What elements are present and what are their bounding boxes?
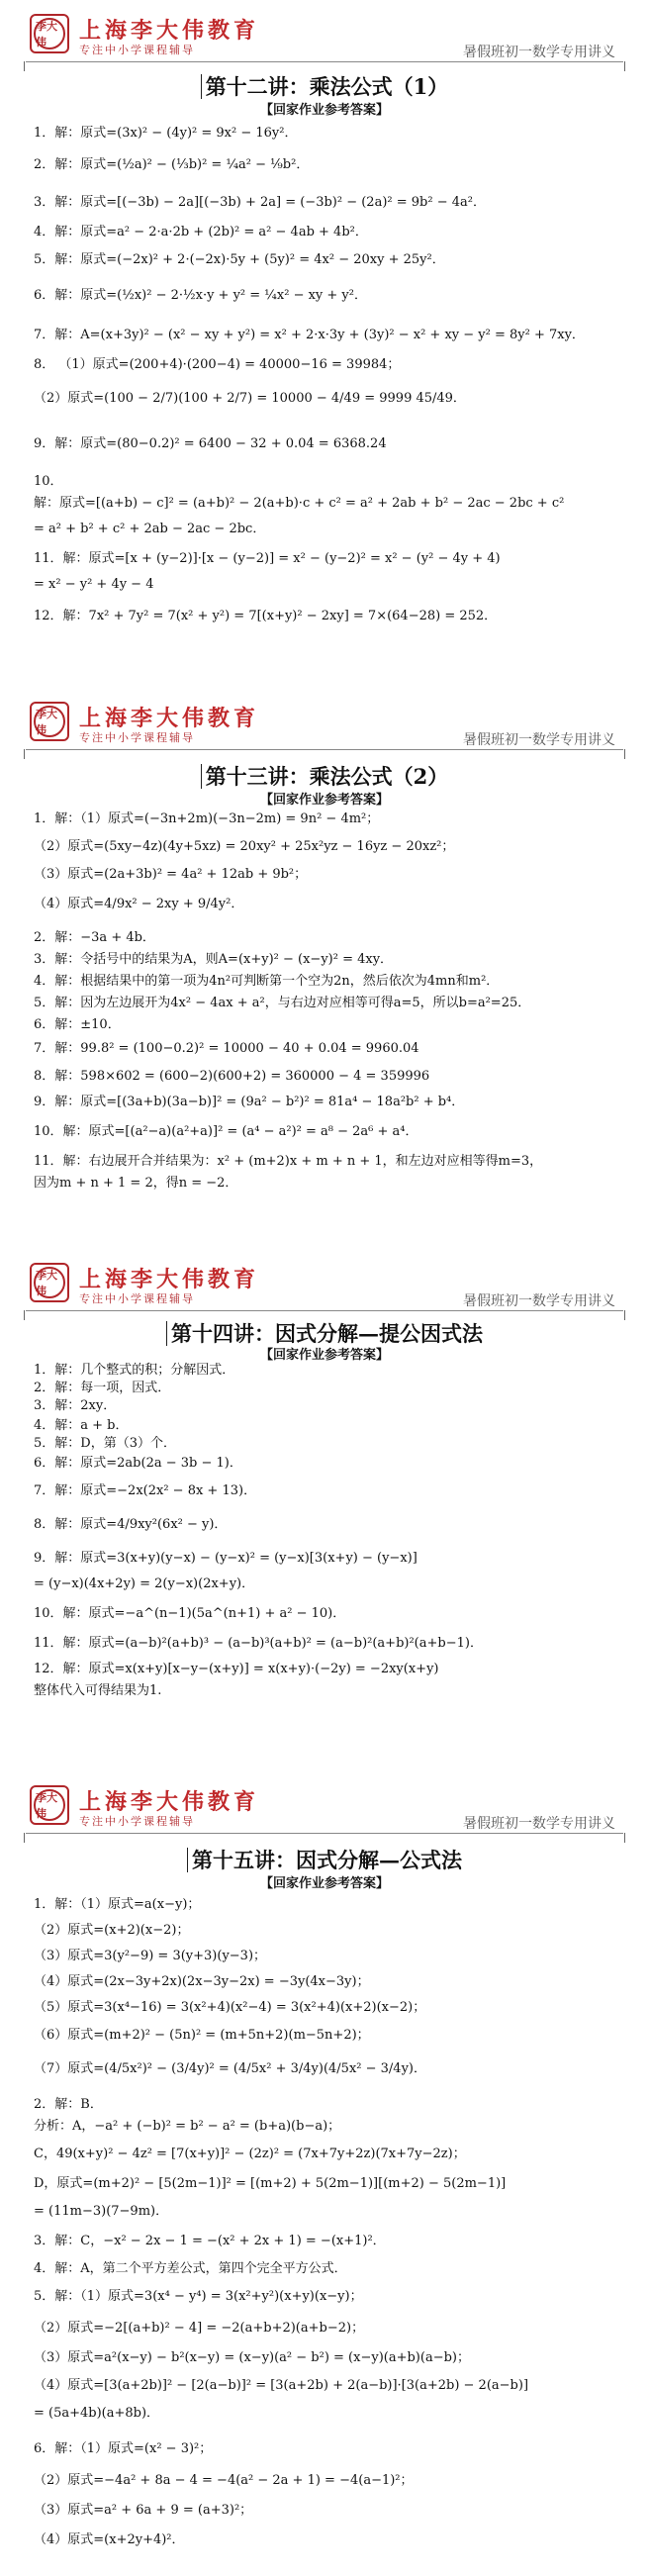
header-rule <box>26 1310 623 1311</box>
answer-line: 8．解：598×602 = (600−2)(600+2) = 360000 − 4 = 359996 <box>34 1069 430 1084</box>
brand-name: 上海李大伟教育 <box>79 18 260 44</box>
brand-slogan: 专注中小学课程辅导 <box>79 731 195 744</box>
logo-icon: 李大伟 <box>30 1263 69 1302</box>
answer-line: 8．解：原式=4/9xy²(6x² − y)． <box>34 1517 228 1532</box>
crop-mark-right <box>610 1833 625 1843</box>
answer-line: 8． （1）原式=(200+4)·(200−4) = 40000−16 = 39984； <box>34 357 401 372</box>
answer-line: 4．解：A，第二个平方差公式，第四个完全平方公式． <box>34 2261 347 2276</box>
answer-line: = (y−x)(4x+2y) = 2(y−x)(2x+y)． <box>34 1576 255 1591</box>
crop-mark-right <box>610 749 625 759</box>
answer-line: 10．解：原式=[(a²−a)(a²+a)]² = (a⁴ − a²)² = a⁸ − 2a⁶ + a⁴． <box>34 1124 418 1139</box>
answer-line: 5．解：（1）原式=3(x⁴ − y⁴) = 3(x²+y²)(x+y)(x−y)； <box>34 2289 363 2304</box>
answer-line: （4）原式=[3(a+2b)]² − [2(a−b)]² = [3(a+2b) + 2(a−b)]·[3(a+2b) − 2(a−b)] <box>34 2378 529 2393</box>
answer-line: （2）原式=−2[(a+b)² − 4] = −2(a+b+2)(a+b−2)； <box>34 2321 365 2336</box>
header-rule <box>26 749 623 750</box>
answer-line: 12．解：7x² + 7y² = 7(x² + y²) = 7[(x+y)² − 2xy] = 7×(64−28) = 252． <box>34 609 498 623</box>
answer-line: 1．解：（1）原式=a(x−y)； <box>34 1897 201 1912</box>
header-rule <box>26 1833 623 1834</box>
lecture-title: 第十三讲：乘法公式（2） <box>0 761 649 791</box>
answer-line: 3．解：C，−x² − 2x − 1 = −(x² + 2x + 1) = −(x+1)²． <box>34 2234 386 2248</box>
handout-subtitle: 暑假班初一数学专用讲义 <box>463 1816 615 1832</box>
answer-line: 2．解：原式=(½a)² − (⅓b)² = ¼a² − ⅑b²． <box>34 157 310 172</box>
answer-line: D，原式=(m+2)² − [5(2m−1)]² = [(m+2) + 5(2m−1)][(m+2) − 5(2m−1)] <box>34 2176 507 2191</box>
answer-line: = (5a+4b)(a+8b)． <box>34 2406 160 2421</box>
answer-line: 9．解：原式=(80−0.2)² = 6400 − 32 + 0.04 = 6368.24 <box>34 436 387 451</box>
answer-line: 12．解：原式=x(x+y)[x−y−(x+y)] = x(x+y)·(−2y) = −2xy(x+y) <box>34 1662 439 1676</box>
answer-line: 9．解：原式=3(x+y)(y−x) − (y−x)² = (y−x)[3(x+y) − (y−x)] <box>34 1551 417 1566</box>
answer-line: 10．解：原式=−a^(n−1)(5a^(n+1) + a² − 10)． <box>34 1606 346 1621</box>
answer-line: 3．解：令括号中的结果为A，则A=(x+y)² − (x−y)² = 4xy． <box>34 952 394 967</box>
crop-mark-right <box>610 61 625 71</box>
answer-line: （3）原式=3(y²−9) = 3(y+3)(y−3)； <box>34 1949 267 1963</box>
answer-line: （2）原式=(x+2)(x−2)； <box>34 1923 190 1938</box>
answer-line: 6．解：原式=(½x)² − 2·½x·y + y² = ¼x² − xy + y²． <box>34 288 367 303</box>
answer-line: 5．解：因为左边展开为4x² − 4ax + a²，与右边对应相等可得a=5，所以b=a²=25． <box>34 996 531 1010</box>
answer-line: （4）原式=(x+2y+4)²． <box>34 2532 185 2547</box>
answer-line: = x² − y² + 4y − 4 <box>34 577 154 592</box>
handout-subtitle: 暑假班初一数学专用讲义 <box>463 1293 615 1309</box>
page-header <box>20 1779 629 1831</box>
lecture-title: 第十四讲：因式分解—提公因式法 <box>0 1318 649 1348</box>
logo-icon: 李大伟 <box>30 702 69 741</box>
crop-mark-left <box>24 61 39 71</box>
answer-line: 11．解：原式=(a−b)²(a+b)³ − (a−b)³(a+b)² = (a−b)²(a+b)²(a+b−1)． <box>34 1636 483 1651</box>
brand-name: 上海李大伟教育 <box>79 1267 260 1292</box>
page-header <box>20 8 629 59</box>
answer-line: 11．解：原式=[x + (y−2)]·[x − (y−2)] = x² − (y−2)² = x² − (y² − 4y + 4) <box>34 551 501 566</box>
brand-name: 上海李大伟教育 <box>79 1789 260 1815</box>
logo-icon: 李大伟 <box>30 14 69 53</box>
answer-line: 11．解：右边展开合并结果为：x² + (m+2)x + m + n + 1，和左边对应相等得m=3， <box>34 1154 543 1169</box>
answer-line: 6．解：（1）原式=(x² − 3)²； <box>34 2441 213 2456</box>
answer-line: 1．解：（1）原式=(−3n+2m)(−3n−2m) = 9n² − 4m²； <box>34 811 380 826</box>
answer-line: 5．解：原式=(−2x)² + 2·(−2x)·5y + (5y)² = 4x² − 20xy + 25y²． <box>34 252 445 267</box>
lecture-title: 第十二讲：乘法公式（1） <box>0 71 649 101</box>
handout-subtitle: 暑假班初一数学专用讲义 <box>463 45 615 60</box>
answer-line: = a² + b² + c² + 2ab − 2ac − 2bc． <box>34 522 266 536</box>
answer-line: 6．解：原式=2ab(2a − 3b − 1)． <box>34 1456 242 1471</box>
answer-line: 7．解：原式=−2x(2x² − 8x + 13)． <box>34 1483 257 1498</box>
answer-line: 2．解：每一项，因式． <box>34 1381 171 1395</box>
answer-line: （4）原式=4/9x² − 2xy + 9/4y²． <box>34 897 244 911</box>
answer-line: （3）原式=(2a+3b)² = 4a² + 12ab + 9b²； <box>34 867 308 882</box>
answer-line: 5．解：D，第（3）个． <box>34 1436 176 1451</box>
answer-line: 3．解：原式=[(−3b) − 2a][(−3b) + 2a] = (−3b)² − (2a)² = 9b² − 4a²． <box>34 195 486 210</box>
answer-line: 2．解：B． <box>34 2097 103 2112</box>
page-lecture-15 <box>0 1771 649 2576</box>
answer-line: = (11m−3)(7−9m)． <box>34 2204 169 2219</box>
answer-line: C，49(x+y)² − 4z² = [7(x+y)]² − (2z)² = (7x+7y+2z)(7x+7y−2z)； <box>34 2147 466 2161</box>
answer-label: 【回家作业参考答案】 <box>259 793 389 808</box>
crop-mark-left <box>24 749 39 759</box>
answer-line: 10． <box>34 474 63 489</box>
answer-line: 2．解：−3a + 4b． <box>34 930 155 945</box>
brand-slogan: 专注中小学课程辅导 <box>79 44 195 56</box>
answer-line: （7）原式=(4/5x²)² − (3/4y)² = (4/5x² + 3/4y)(4/5x² − 3/4y)． <box>34 2061 426 2076</box>
answer-line: 解：原式=[(a+b) − c]² = (a+b)² − 2(a+b)·c + c² = a² + 2ab + b² − 2ac − 2bc + c² <box>34 496 565 511</box>
answer-label: 【回家作业参考答案】 <box>259 1348 389 1363</box>
answer-line: 9．解：原式=[(3a+b)(3a−b)]² = (9a² − b²)² = 81a⁴ − 18a²b² + b⁴． <box>34 1095 465 1109</box>
page-lecture-12 <box>0 0 649 663</box>
page-lecture-13 <box>0 688 649 1242</box>
answer-label: 【回家作业参考答案】 <box>259 1876 389 1891</box>
answer-line: （6）原式=(m+2)² − (5n)² = (m+5n+2)(m−5n+2)； <box>34 2028 370 2043</box>
answer-line: 6．解：±10． <box>34 1017 121 1032</box>
lecture-title: 第十五讲：因式分解—公式法 <box>0 1845 649 1874</box>
answer-line: （2）原式=(100 − 2/7)(100 + 2/7) = 10000 − 4/49 = 9999 45/49． <box>34 391 466 406</box>
logo-icon: 李大伟 <box>30 1785 69 1825</box>
answer-line: 7．解：99.8² = (100−0.2)² = 10000 − 40 + 0.04 = 9960.04 <box>34 1041 419 1056</box>
answer-line: 分析：A，−a² + (−b)² = b² − a² = (b+a)(b−a)； <box>34 2119 341 2134</box>
page-header <box>20 696 629 747</box>
answer-line: 1．解：原式=(3x)² − (4y)² = 9x² − 16y²． <box>34 126 298 141</box>
answer-line: 整体代入可得结果为1. <box>34 1683 162 1698</box>
brand-name: 上海李大伟教育 <box>79 706 260 731</box>
answer-line: 4．解：a + b． <box>34 1418 129 1433</box>
answer-line: （4）原式=(2x−3y+2x)(2x−3y−2x) = −3y(4x−3y)； <box>34 1974 370 1989</box>
answer-label: 【回家作业参考答案】 <box>259 103 389 118</box>
answer-line: 4．解：根据结果中的第一项为4n²可判断第一个空为2n，然后依次为4mn和m²． <box>34 974 500 989</box>
answer-line: （3）原式=a²(x−y) − b²(x−y) = (x−y)(a² − b²) = (x−y)(a+b)(a−b)； <box>34 2350 470 2365</box>
page-header <box>20 1257 629 1308</box>
answer-line: （5）原式=3(x⁴−16) = 3(x²+4)(x²−4) = 3(x²+4)(x+2)(x−2)； <box>34 2000 426 2015</box>
answer-line: 3．解：2xy． <box>34 1398 117 1413</box>
header-rule <box>26 61 623 62</box>
answer-line: 因为m + n + 1 = 2，得n = −2． <box>34 1176 238 1191</box>
crop-mark-left <box>24 1833 39 1843</box>
answer-line: （2）原式=(5xy−4z)(4y+5xz) = 20xy² + 25x²yz − 16yz − 20xz²； <box>34 839 455 854</box>
handout-subtitle: 暑假班初一数学专用讲义 <box>463 732 615 748</box>
page-lecture-14 <box>0 1249 649 1714</box>
answer-line: 4．解：原式=a² − 2·a·2b + (2b)² = a² − 4ab + 4b²． <box>34 225 368 239</box>
answer-line: 7．解：A=(x+3y)² − (x² − xy + y²) = x² + 2·x·3y + (3y)² − x² + xy − y² = 8y² + 7xy． <box>34 328 585 342</box>
answer-line: （2）原式=−4a² + 8a − 4 = −4(a² − 2a + 1) = −4(a−1)²； <box>34 2473 414 2488</box>
brand-slogan: 专注中小学课程辅导 <box>79 1292 195 1305</box>
answer-line: 1．解：几个整式的积；分解因式． <box>34 1363 235 1378</box>
answer-line: （3）原式=a² + 6a + 9 = (a+3)²； <box>34 2503 253 2518</box>
brand-slogan: 专注中小学课程辅导 <box>79 1815 195 1828</box>
